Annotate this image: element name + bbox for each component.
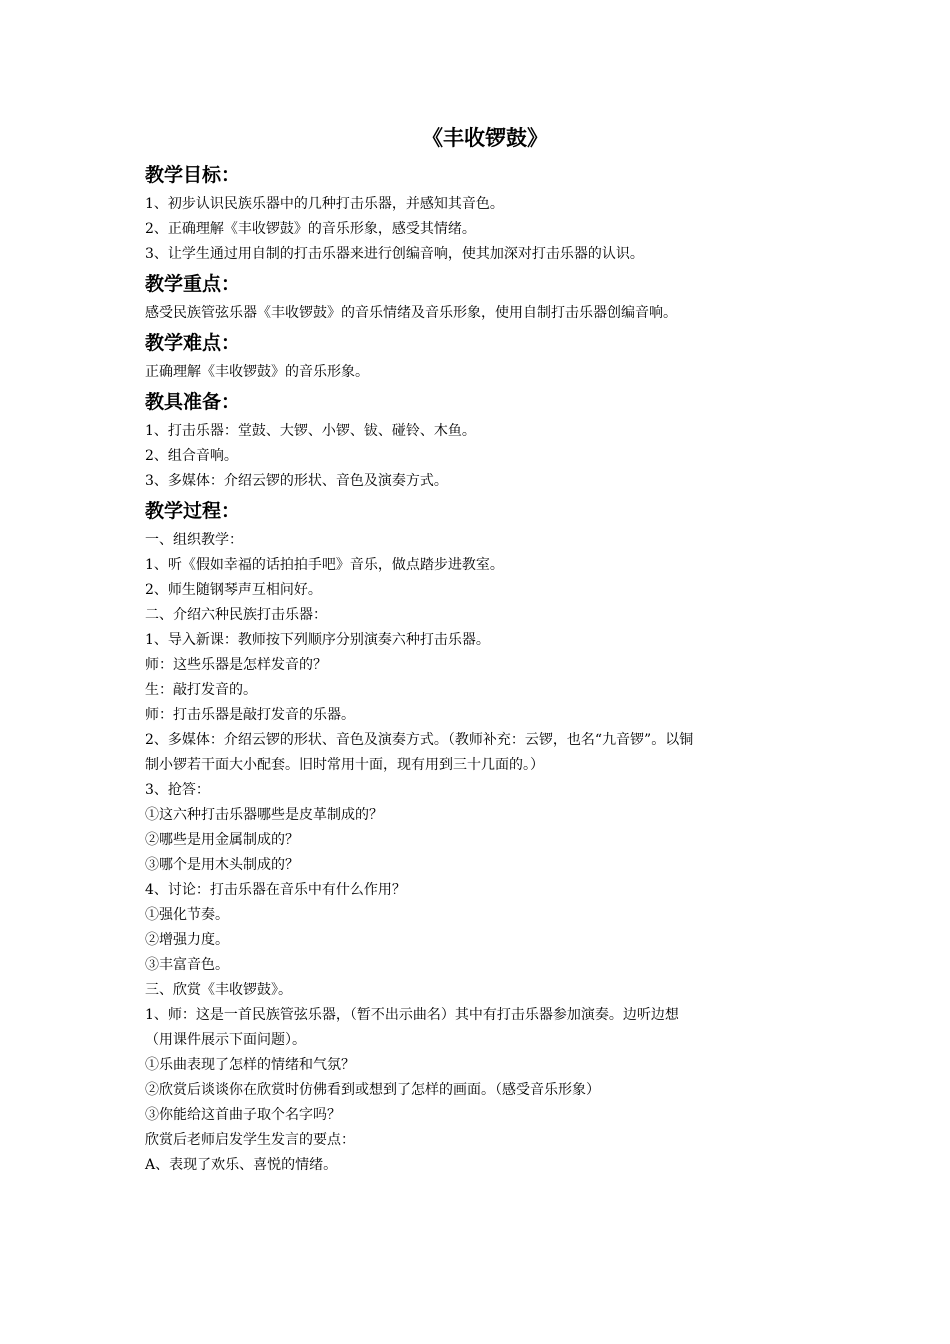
- process-line: 生：敲打发音的。: [145, 682, 257, 698]
- section-heading-key-points: 教学重点：: [145, 273, 241, 295]
- process-line: 1、听《假如幸福的话拍拍手吧》音乐，做点踏步进教室。: [145, 557, 504, 573]
- process-line: 2、师生随钢琴声互相问好。: [145, 582, 322, 598]
- process-line: ①这六种打击乐器哪些是皮革制成的？: [145, 807, 383, 823]
- process-line: 1、师：这是一首民族管弦乐器，（暂不出示曲名）其中有打击乐器参加演奏。边听边想: [145, 1007, 679, 1023]
- process-line: ③哪个是用木头制成的？: [145, 857, 299, 873]
- process-line: （用课件展示下面问题）。: [145, 1032, 306, 1048]
- key-points-line: 感受民族管弦乐器《丰收锣鼓》的音乐情绪及音乐形象，使用自制打击乐器创编音响。: [145, 305, 677, 321]
- process-line: 2、多媒体：介绍云锣的形状、音色及演奏方式。（教师补充：云锣，也名“九音锣”。以铜: [145, 732, 694, 748]
- process-line: 一、组织教学：: [145, 532, 243, 548]
- process-line: 制小锣若干面大小配套。旧时常用十面，现有用到三十几面的。）: [145, 757, 544, 773]
- section-heading-difficulties: 教学难点：: [145, 332, 241, 354]
- process-line: 3、抢答：: [145, 782, 210, 798]
- process-line: 欣赏后老师启发学生发言的要点：: [145, 1132, 355, 1148]
- goals-line: 3、让学生通过用自制的打击乐器来进行创编音响，使其加深对打击乐器的认识。: [145, 246, 644, 262]
- section-heading-process: 教学过程：: [145, 500, 241, 522]
- process-line: A、表现了欢乐、喜悦的情绪。: [145, 1157, 338, 1173]
- process-line: ②增强力度。: [145, 932, 229, 948]
- process-line: 4、讨论：打击乐器在音乐中有什么作用？: [145, 882, 406, 898]
- materials-line: 3、多媒体：介绍云锣的形状、音色及演奏方式。: [145, 473, 448, 489]
- process-line: 1、导入新课：教师按下列顺序分别演奏六种打击乐器。: [145, 632, 490, 648]
- process-line: ①乐曲表现了怎样的情绪和气氛？: [145, 1057, 355, 1073]
- goals-line: 2、正确理解《丰收锣鼓》的音乐形象，感受其情绪。: [145, 221, 476, 237]
- process-line: ③你能给这首曲子取个名字吗？: [145, 1107, 341, 1123]
- process-line: ①强化节奏。: [145, 907, 229, 923]
- process-line: ②欣赏后谈谈你在欣赏时仿佛看到或想到了怎样的画面。（感受音乐形象）: [145, 1082, 600, 1098]
- difficulties-line: 正确理解《丰收锣鼓》的音乐形象。: [145, 364, 369, 380]
- process-line: 三、欣赏《丰收锣鼓》。: [145, 982, 292, 998]
- process-line: 二、介绍六种民族打击乐器：: [145, 607, 327, 623]
- materials-line: 1、打击乐器：堂鼓、大锣、小锣、钹、碰铃、木鱼。: [145, 423, 476, 439]
- materials-line: 2、组合音响。: [145, 448, 238, 464]
- process-line: 师：打击乐器是敲打发音的乐器。: [145, 707, 355, 723]
- process-line: ③丰富音色。: [145, 957, 229, 973]
- document-title: 《丰收锣鼓》: [422, 126, 548, 150]
- document-page: [145, 118, 815, 1178]
- section-heading-materials: 教具准备：: [145, 391, 241, 413]
- goals-line: 1、初步认识民族乐器中的几种打击乐器，并感知其音色。: [145, 196, 504, 212]
- process-line: 师：这些乐器是怎样发音的？: [145, 657, 327, 673]
- section-heading-goals: 教学目标：: [145, 164, 241, 186]
- process-line: ②哪些是用金属制成的？: [145, 832, 299, 848]
